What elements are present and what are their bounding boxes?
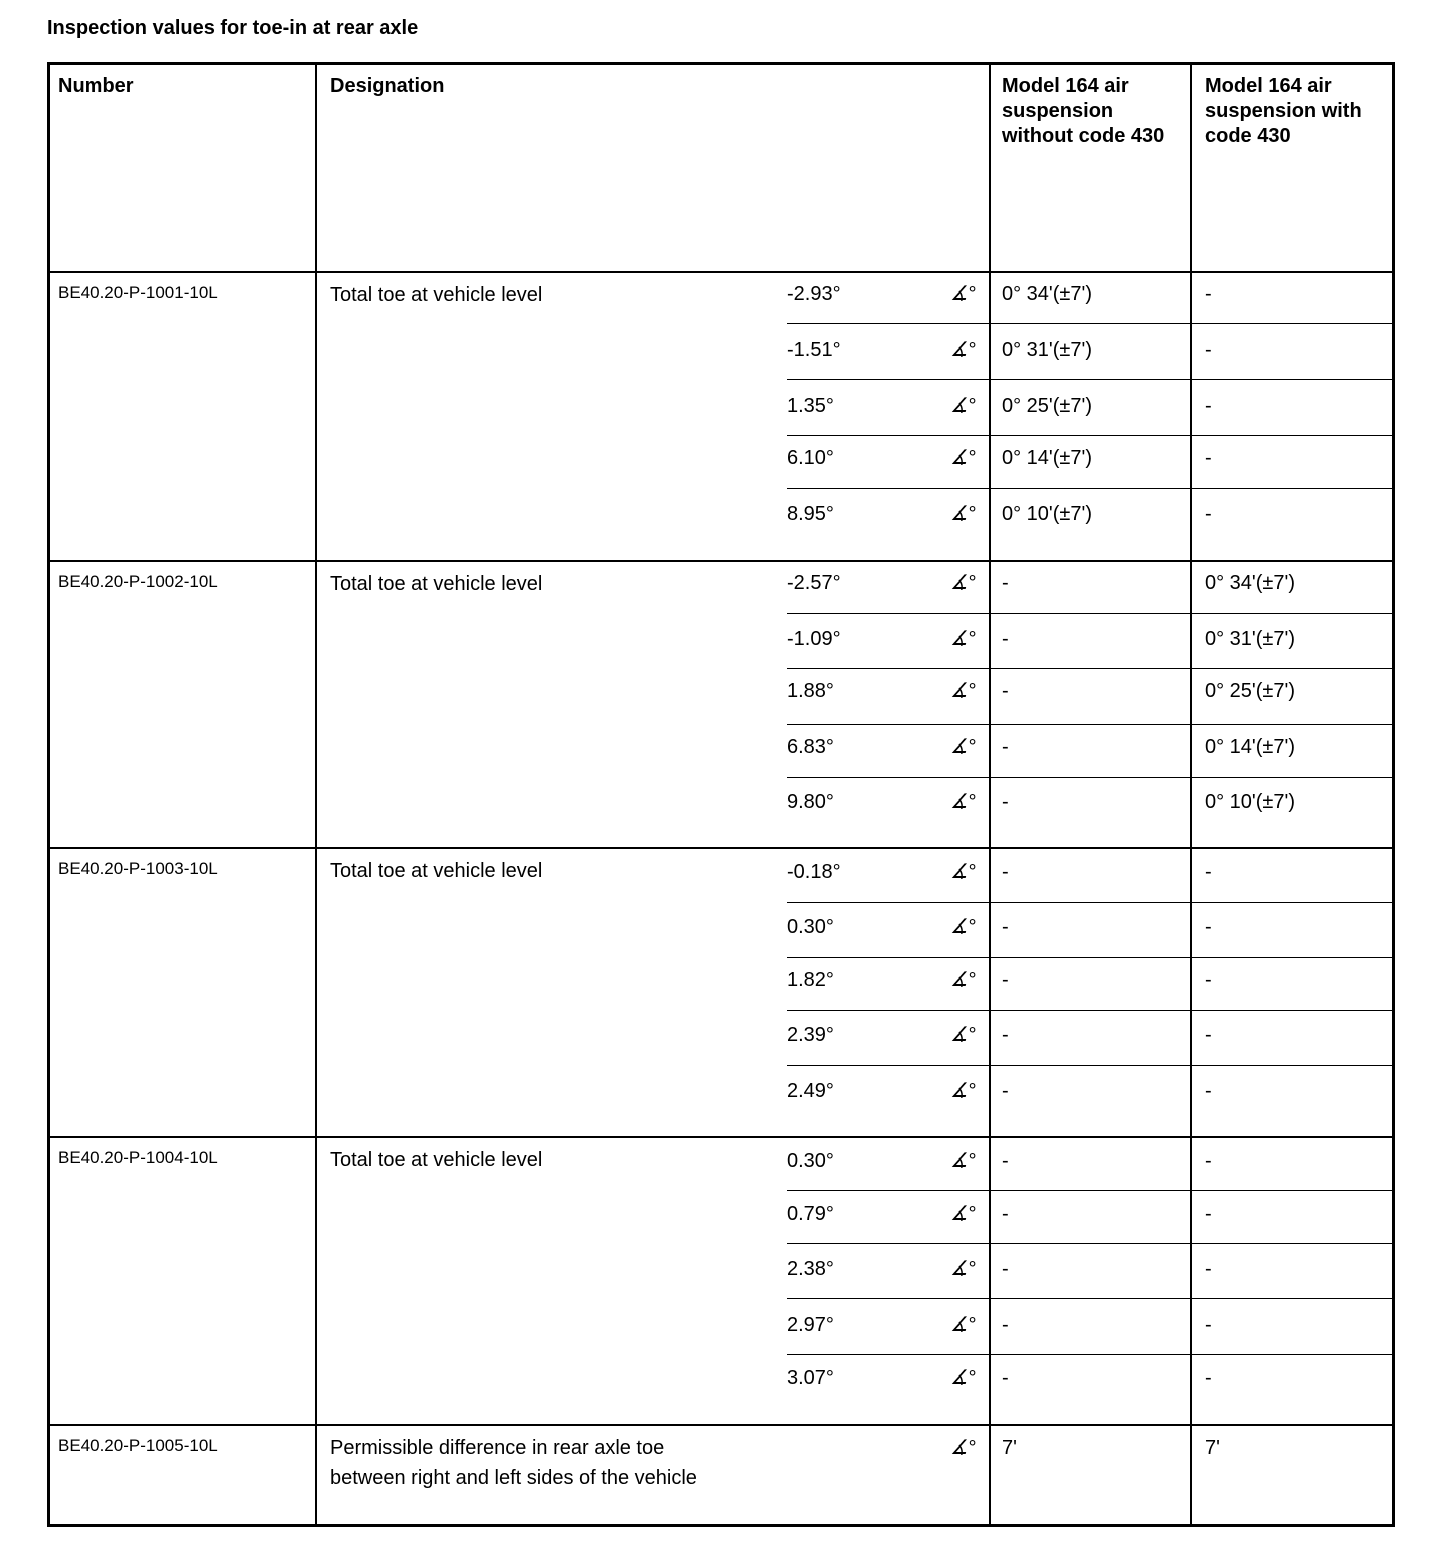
row-separator — [787, 777, 1395, 778]
angle-value: 0.79° — [787, 1203, 834, 1225]
value-with-code-430: - — [1205, 503, 1212, 525]
value-without-code-430: 0° 25'(±7') — [1002, 395, 1092, 417]
value-with-code-430: 0° 25'(±7') — [1205, 680, 1295, 702]
value-with-code-430: 0° 31'(±7') — [1205, 628, 1295, 650]
angle-icon: ∡° — [950, 680, 976, 702]
angle-icon: ∡° — [950, 1258, 976, 1280]
angle-icon: ∡° — [950, 1080, 976, 1102]
angle-icon: ∡° — [950, 339, 976, 361]
value-with-code-430: 0° 10'(±7') — [1205, 791, 1295, 813]
angle-value: 0.30° — [787, 1150, 834, 1172]
value-with-code-430: - — [1205, 1258, 1212, 1280]
row-designation-line: between right and left sides of the vehicle — [330, 1467, 697, 1489]
column-divider — [989, 62, 991, 1527]
angle-value: -2.57° — [787, 572, 841, 594]
row-separator — [787, 435, 1395, 436]
angle-icon: ∡° — [950, 572, 976, 594]
angle-value: -1.09° — [787, 628, 841, 650]
angle-icon: ∡° — [950, 969, 976, 991]
angle-icon: ∡° — [950, 736, 976, 758]
value-with-code-430: 0° 14'(±7') — [1205, 736, 1295, 758]
value-with-code-430: - — [1205, 1024, 1212, 1046]
value-with-code-430: - — [1205, 1314, 1212, 1336]
value-without-code-430: - — [1002, 916, 1009, 938]
row-number: BE40.20-P-1003-10L — [58, 859, 218, 878]
row-designation-line: Permissible difference in rear axle toe — [330, 1437, 665, 1459]
angle-icon: ∡° — [950, 1024, 976, 1046]
angle-icon: ∡° — [950, 503, 976, 525]
row-designation: Total toe at vehicle level — [330, 573, 543, 595]
row-separator — [787, 1010, 1395, 1011]
row-number: BE40.20-P-1002-10L — [58, 572, 218, 591]
value-without-code-430: - — [1002, 628, 1009, 650]
angle-value: 9.80° — [787, 791, 834, 813]
value-with-code-430: - — [1205, 447, 1212, 469]
angle-icon: ∡° — [950, 395, 976, 417]
value-without-code-430: - — [1002, 861, 1009, 883]
value-without-code-430: - — [1002, 1080, 1009, 1102]
value-without-code-430: - — [1002, 680, 1009, 702]
row-separator — [787, 1065, 1395, 1066]
value-with-code-430: - — [1205, 1203, 1212, 1225]
value-without-code-430: - — [1002, 1150, 1009, 1172]
value-without-code-430: 0° 14'(±7') — [1002, 447, 1092, 469]
row-separator — [787, 668, 1395, 669]
angle-value: 1.88° — [787, 680, 834, 702]
value-without-code-430: - — [1002, 736, 1009, 758]
row-separator — [787, 957, 1395, 958]
angle-icon: ∡° — [950, 916, 976, 938]
value-with-code-430: - — [1205, 969, 1212, 991]
value-without-code-430: 0° 34'(±7') — [1002, 283, 1092, 305]
header-number: Number — [58, 75, 134, 97]
angle-value: -0.18° — [787, 861, 841, 883]
group-separator — [47, 1136, 1395, 1138]
angle-icon: ∡° — [950, 1367, 976, 1389]
angle-value: 8.95° — [787, 503, 834, 525]
group-separator — [47, 271, 1395, 273]
row-separator — [787, 724, 1395, 725]
angle-value: 0.30° — [787, 916, 834, 938]
angle-icon: ∡° — [950, 447, 976, 469]
value-with-code-430: - — [1205, 339, 1212, 361]
header-designation: Designation — [330, 75, 445, 97]
value-without-code-430: - — [1002, 969, 1009, 991]
value-without-code-430: - — [1002, 1203, 1009, 1225]
document-title: Inspection values for toe-in at rear axle — [47, 17, 419, 39]
group-separator — [47, 847, 1395, 849]
group-separator — [47, 1424, 1395, 1426]
value-without-code-430: 0° 31'(±7') — [1002, 339, 1092, 361]
angle-value: 2.97° — [787, 1314, 834, 1336]
angle-icon: ∡° — [950, 791, 976, 813]
value-with-code-430: - — [1205, 861, 1212, 883]
row-separator — [787, 613, 1395, 614]
value-with-code-430: - — [1205, 1080, 1212, 1102]
angle-value: 2.49° — [787, 1080, 834, 1102]
angle-value: 6.10° — [787, 447, 834, 469]
value-without-code-430: 7' — [1002, 1437, 1017, 1459]
row-separator — [787, 902, 1395, 903]
angle-icon: ∡° — [950, 1203, 976, 1225]
row-designation: Total toe at vehicle level — [330, 284, 543, 306]
row-separator — [787, 1354, 1395, 1355]
value-with-code-430: 0° 34'(±7') — [1205, 572, 1295, 594]
inspection-table — [47, 62, 1395, 1527]
angle-icon: ∡° — [950, 283, 976, 305]
row-separator — [787, 1298, 1395, 1299]
angle-icon: ∡° — [950, 1437, 976, 1459]
row-separator — [787, 379, 1395, 380]
header-without-code-430: Model 164 air suspension without code 430 — [1002, 75, 1165, 147]
row-number: BE40.20-P-1005-10L — [58, 1436, 218, 1455]
angle-value: 6.83° — [787, 736, 834, 758]
angle-value: 1.35° — [787, 395, 834, 417]
column-divider — [315, 62, 317, 1527]
value-with-code-430: - — [1205, 395, 1212, 417]
row-separator — [787, 323, 1395, 324]
angle-icon: ∡° — [950, 1150, 976, 1172]
row-separator — [787, 488, 1395, 489]
angle-value: -2.93° — [787, 283, 841, 305]
row-number: BE40.20-P-1001-10L — [58, 283, 218, 302]
group-separator — [47, 560, 1395, 562]
row-separator — [787, 1190, 1395, 1191]
row-designation: Total toe at vehicle level — [330, 1149, 543, 1171]
angle-value: -1.51° — [787, 339, 841, 361]
value-without-code-430: - — [1002, 1367, 1009, 1389]
header-with-code-430: Model 164 air suspension with code 430 — [1205, 75, 1362, 147]
angle-value: 3.07° — [787, 1367, 834, 1389]
angle-value: 2.38° — [787, 1258, 834, 1280]
angle-icon: ∡° — [950, 1314, 976, 1336]
value-without-code-430: - — [1002, 1024, 1009, 1046]
value-with-code-430: - — [1205, 916, 1212, 938]
row-designation: Total toe at vehicle level — [330, 860, 543, 882]
angle-value: 1.82° — [787, 969, 834, 991]
angle-icon: ∡° — [950, 861, 976, 883]
value-with-code-430: - — [1205, 1367, 1212, 1389]
row-separator — [787, 1243, 1395, 1244]
column-divider — [1190, 62, 1192, 1527]
value-with-code-430: - — [1205, 283, 1212, 305]
value-with-code-430: 7' — [1205, 1437, 1220, 1459]
row-number: BE40.20-P-1004-10L — [58, 1148, 218, 1167]
value-without-code-430: - — [1002, 1258, 1009, 1280]
value-without-code-430: 0° 10'(±7') — [1002, 503, 1092, 525]
value-without-code-430: - — [1002, 1314, 1009, 1336]
value-with-code-430: - — [1205, 1150, 1212, 1172]
value-without-code-430: - — [1002, 572, 1009, 594]
value-without-code-430: - — [1002, 791, 1009, 813]
angle-value: 2.39° — [787, 1024, 834, 1046]
angle-icon: ∡° — [950, 628, 976, 650]
